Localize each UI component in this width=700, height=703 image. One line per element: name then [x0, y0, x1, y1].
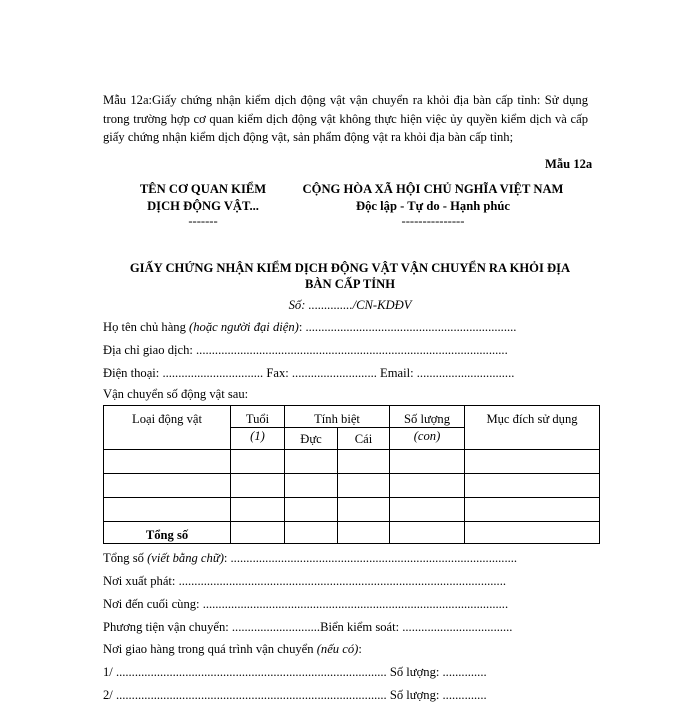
- header-quantity: Số lượng: [390, 406, 465, 428]
- total-label: Tổng số: [104, 522, 231, 544]
- national-title: CỘNG HÒA XÃ HỘI CHỦ NGHĨA VIỆT NAM: [302, 182, 564, 196]
- table-cell[interactable]: [390, 450, 465, 474]
- national-rule: ---------------: [401, 214, 465, 228]
- transport-intro: Vận chuyển số động vật sau:: [103, 387, 249, 401]
- header-animal-type: Loại động vật: [104, 406, 231, 450]
- total-words-note: (viết bằng chữ): [147, 551, 224, 565]
- table-cell[interactable]: [390, 498, 465, 522]
- delivery-item-1: 1/ ...................................................................................... Số lượng: ..............: [103, 665, 487, 679]
- header-female: Cái: [338, 428, 390, 450]
- doc-number: Số: ............../CN-KDĐV: [288, 298, 412, 312]
- form-code: Mẫu 12a: [545, 157, 593, 171]
- delivery-label: Nơi giao hàng trong quá trình vận chuyển: [103, 642, 317, 656]
- table-cell[interactable]: [465, 474, 600, 498]
- intro-text: Giấy chứng nhận kiểm dịch động vật vận chuyển ra khỏi địa bàn cấp tỉnh: Sử dụng trong trường hợp cơ quan kiểm dịch động vật không thực hiện việc ủy quyền kiểm dịch và cấp giấy chứng nhận kiểm dịch động vật, sản phẩm động vật ra khỏi địa bàn cấp tỉnh;: [103, 93, 588, 144]
- table-cell[interactable]: [338, 498, 390, 522]
- table-cell[interactable]: [390, 522, 465, 544]
- agency-rule: -------: [188, 214, 218, 228]
- table-cell[interactable]: [285, 474, 338, 498]
- table-total-row: [104, 522, 600, 544]
- owner-field: [103, 320, 558, 335]
- table-cell[interactable]: [465, 450, 600, 474]
- table-cell[interactable]: [231, 522, 285, 544]
- total-words-dots: : ...........................................................................................: [223, 551, 518, 565]
- total-in-words-field: [103, 551, 558, 566]
- phone-fax-email-field: Điện thoại: ................................ Fax: ........................... Email: ...............................: [103, 366, 515, 380]
- intro-paragraph: [103, 91, 588, 147]
- table-cell[interactable]: [104, 450, 231, 474]
- header-sex: Tính biệt: [285, 406, 390, 428]
- origin-field: Nơi xuất phát: ........................................................................................................: [103, 574, 506, 588]
- destination-field: Nơi đến cuối cùng: .................................................................................................: [103, 597, 509, 611]
- delivery-item-2: 2/ ...................................................................................... Số lượng: ..............: [103, 688, 487, 702]
- intro-label: Mẫu 12a:: [103, 93, 153, 107]
- table-cell[interactable]: [231, 498, 285, 522]
- table-cell[interactable]: [285, 450, 338, 474]
- vehicle-field: Phương tiện vận chuyển: ............................Biển kiểm soát: ...................................: [103, 620, 513, 634]
- total-words-label: Tổng số: [103, 551, 148, 565]
- table-row: [104, 474, 600, 498]
- table-cell[interactable]: [104, 474, 231, 498]
- owner-note: (hoặc người đại diện): [189, 320, 299, 334]
- table-cell[interactable]: [338, 474, 390, 498]
- table-row: [104, 450, 600, 474]
- table-cell[interactable]: [390, 474, 465, 498]
- header-quantity-note: (con): [390, 428, 465, 450]
- table-cell[interactable]: [104, 498, 231, 522]
- national-motto: Độc lập - Tự do - Hạnh phúc: [356, 199, 510, 213]
- agency-name-line1: TÊN CƠ QUAN KIỂM: [139, 182, 267, 196]
- table-cell[interactable]: [338, 522, 390, 544]
- doc-title-line2: BÀN CẤP TỈNH: [304, 277, 396, 291]
- table-cell[interactable]: [231, 474, 285, 498]
- delivery-note: (nếu có): [316, 642, 359, 656]
- table-cell[interactable]: [231, 450, 285, 474]
- header-age: Tuổi: [231, 406, 285, 428]
- doc-title-line1: GIẤY CHỨNG NHẬN KIỂM DỊCH ĐỘNG VẬT VẬN CHUYỂN RA KHỎI ĐỊA: [129, 261, 571, 275]
- table-row: [104, 498, 600, 522]
- table-cell[interactable]: [285, 498, 338, 522]
- delivery-colon: :: [358, 642, 362, 656]
- agency-name-line2: DỊCH ĐỘNG VẬT...: [147, 199, 259, 213]
- header-male: Đực: [285, 428, 338, 450]
- owner-label: Họ tên chủ hàng: [103, 320, 190, 334]
- delivery-points-heading: [103, 642, 362, 657]
- header-purpose: Mục đích sử dụng: [465, 406, 600, 450]
- animal-table: [103, 405, 600, 544]
- table-cell[interactable]: [465, 498, 600, 522]
- table-cell[interactable]: [338, 450, 390, 474]
- table-cell[interactable]: [465, 522, 600, 544]
- table-cell[interactable]: [285, 522, 338, 544]
- address-field: Địa chỉ giao dịch: ...................................................................................................: [103, 343, 508, 357]
- owner-dots: : ...................................................................: [298, 320, 517, 334]
- header-age-note: (1): [231, 428, 285, 450]
